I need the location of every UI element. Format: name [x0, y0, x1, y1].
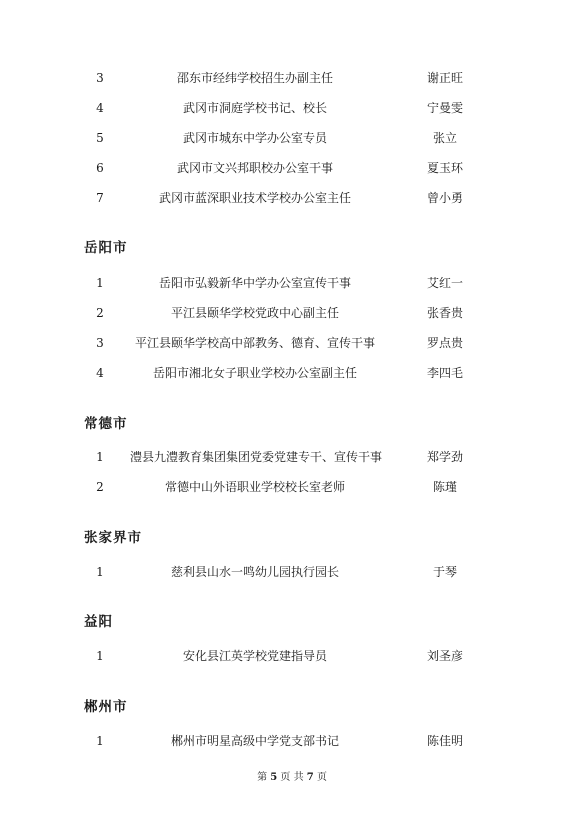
row-name: 郑学劲 — [426, 450, 463, 464]
current-page-number: 5 — [270, 772, 278, 783]
table-row — [0, 646, 584, 666]
row-position: 郴州市明星高级中学党支部书记 — [170, 734, 339, 748]
row-number: 1 — [96, 734, 104, 748]
footer-middle: 页 共 — [280, 772, 304, 783]
row-number: 6 — [96, 161, 104, 175]
row-number: 2 — [96, 480, 104, 494]
row-name: 陈瑾 — [432, 480, 457, 494]
section-heading: 益阳 — [84, 614, 113, 630]
row-name: 李四毛 — [426, 366, 463, 380]
section-heading: 郴州市 — [84, 699, 128, 715]
page-footer — [0, 770, 584, 786]
table-row — [0, 158, 584, 178]
row-position: 常德中山外语职业学校校长室老师 — [164, 480, 345, 494]
table-row — [0, 273, 584, 293]
row-number: 2 — [96, 306, 104, 320]
row-number: 4 — [96, 101, 104, 115]
row-number: 7 — [96, 191, 104, 205]
table-row — [0, 303, 584, 323]
section-heading: 岳阳市 — [84, 240, 128, 256]
row-position: 武冈市城东中学办公室专员 — [182, 131, 327, 145]
row-number: 3 — [96, 336, 104, 350]
table-row — [0, 562, 584, 582]
row-number: 1 — [96, 565, 104, 579]
row-name: 于琴 — [432, 565, 457, 579]
table-row — [0, 363, 584, 383]
row-name: 宁曼雯 — [426, 101, 463, 115]
row-name: 刘圣彦 — [426, 649, 463, 663]
section-heading: 张家界市 — [84, 530, 142, 546]
row-position: 安化县江英学校党建指导员 — [182, 649, 327, 663]
footer-suffix: 页 — [316, 772, 327, 783]
row-name: 张立 — [432, 131, 457, 145]
row-number: 5 — [96, 131, 104, 145]
row-position: 岳阳市弘毅新华中学办公室宣传干事 — [158, 276, 351, 290]
row-position: 慈利县山水一鸣幼儿园执行园长 — [170, 565, 339, 579]
row-position: 澧县九澧教育集团集团党委党建专干、宣传干事 — [130, 450, 383, 464]
table-row — [0, 447, 584, 467]
row-position: 平江县颐华学校党政中心副主任 — [170, 306, 339, 320]
row-position: 武冈市洞庭学校书记、校长 — [182, 101, 327, 115]
row-name: 罗点贵 — [426, 336, 463, 350]
row-position: 武冈市蓝深职业技术学校办公室主任 — [158, 191, 351, 205]
table-row — [0, 98, 584, 118]
row-position: 岳阳市湘北女子职业学校办公室副主任 — [152, 366, 357, 380]
row-position: 平江县颐华学校高中部教务、德育、宣传干事 — [134, 336, 375, 350]
table-row — [0, 477, 584, 497]
row-name: 谢正旺 — [426, 71, 463, 85]
row-number: 4 — [96, 366, 104, 380]
row-number: 3 — [96, 71, 104, 85]
row-number: 1 — [96, 450, 104, 464]
total-page-number: 7 — [306, 772, 314, 783]
row-name: 夏玉环 — [426, 161, 463, 175]
table-row — [0, 731, 584, 751]
section-heading: 常德市 — [84, 416, 128, 432]
row-name: 陈佳明 — [426, 734, 463, 748]
table-row — [0, 188, 584, 208]
row-name: 曾小勇 — [426, 191, 463, 205]
table-row — [0, 128, 584, 148]
table-row — [0, 333, 584, 353]
row-number: 1 — [96, 649, 104, 663]
table-row — [0, 68, 584, 88]
row-position: 邵东市经纬学校招生办副主任 — [176, 71, 333, 85]
row-number: 1 — [96, 276, 104, 290]
row-position: 武冈市文兴邦职校办公室干事 — [176, 161, 333, 175]
footer-prefix: 第 — [257, 772, 268, 783]
row-name: 艾红一 — [426, 276, 463, 290]
row-name: 张香贵 — [426, 306, 463, 320]
